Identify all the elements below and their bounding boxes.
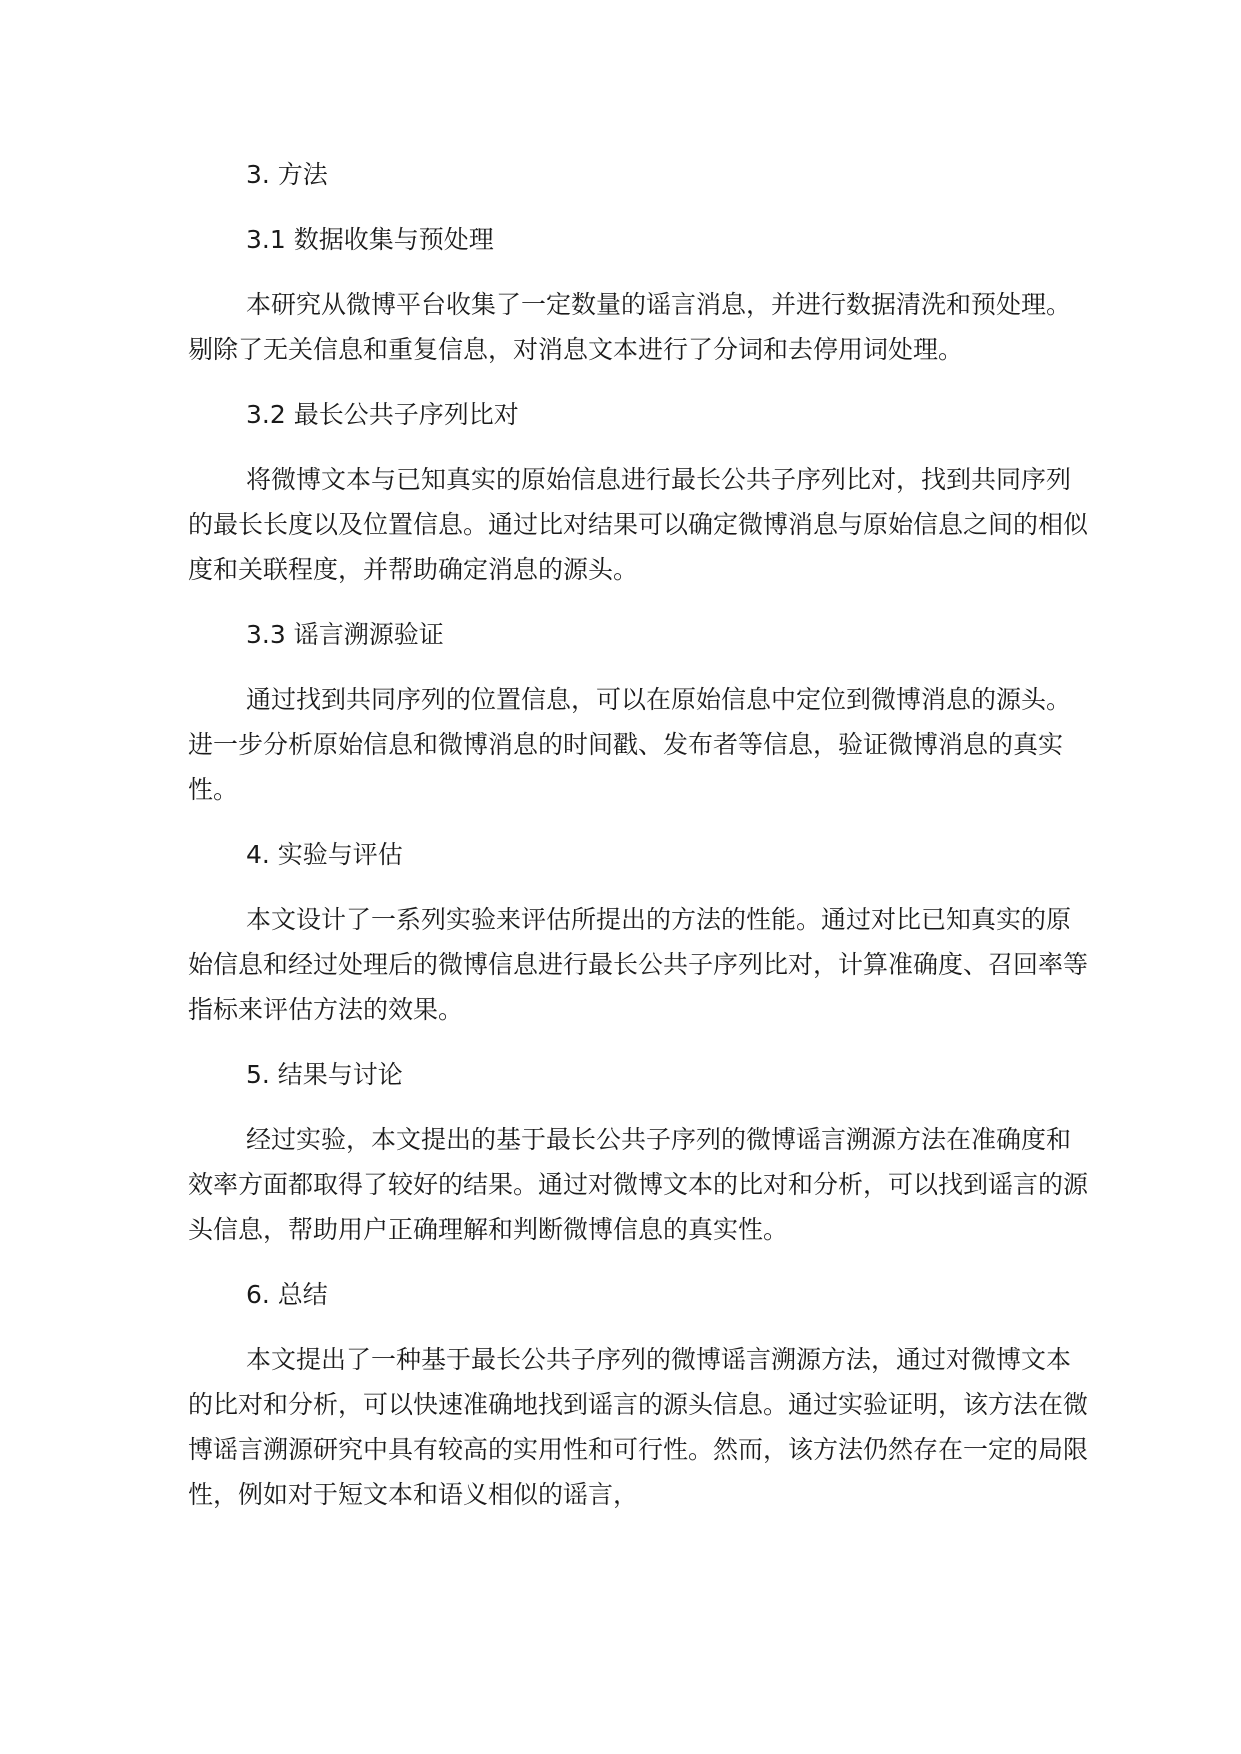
heading-3-method: 3. 方法 — [246, 160, 328, 189]
para-4: 本文设计了一系列实验来评估所提出的方法的性能。通过对比已知真实的原始信息和经过处理后的微博信息进行最长公共子序列比对，计算准确度、召回率等指标来评估方法的效果。 — [188, 905, 1089, 1024]
heading-3-3-verification: 3.3 谣言溯源验证 — [246, 620, 444, 649]
heading-3-1-data-collection: 3.1 数据收集与预处理 — [246, 225, 494, 254]
heading-6-summary: 6. 总结 — [246, 1280, 328, 1309]
para-5: 经过实验，本文提出的基于最长公共子序列的微博谣言溯源方法在准确度和效率方面都取得了较好的结果。通过对微博文本的比对和分析，可以找到谣言的源头信息，帮助用户正确理解和判断微博信息的真实性。 — [188, 1125, 1089, 1244]
heading-5-results: 5. 结果与讨论 — [246, 1060, 403, 1089]
para-6: 本文提出了一种基于最长公共子序列的微博谣言溯源方法，通过对微博文本的比对和分析，可以快速准确地找到谣言的源头信息。通过实验证明，该方法在微博谣言溯源研究中具有较高的实用性和可行性。然而，该方法仍然存在一定的局限性，例如对于短文本和语义相似的谣言， — [188, 1345, 1089, 1509]
heading-4-experiment: 4. 实验与评估 — [246, 840, 403, 869]
para-3-2: 将微博文本与已知真实的原始信息进行最长公共子序列比对，找到共同序列的最长长度以及位置信息。通过比对结果可以确定微博消息与原始信息之间的相似度和关联程度，并帮助确定消息的源头。 — [188, 465, 1089, 584]
heading-3-2-lcs: 3.2 最长公共子序列比对 — [246, 400, 519, 429]
para-3-1: 本研究从微博平台收集了一定数量的谣言消息，并进行数据清洗和预处理。剔除了无关信息和重复信息，对消息文本进行了分词和去停用词处理。 — [188, 290, 1072, 364]
para-3-3: 通过找到共同序列的位置信息，可以在原始信息中定位到微博消息的源头。进一步分析原始信息和微博消息的时间戳、发布者等信息，验证微博消息的真实性。 — [188, 685, 1072, 804]
document-body — [188, 152, 1088, 1517]
